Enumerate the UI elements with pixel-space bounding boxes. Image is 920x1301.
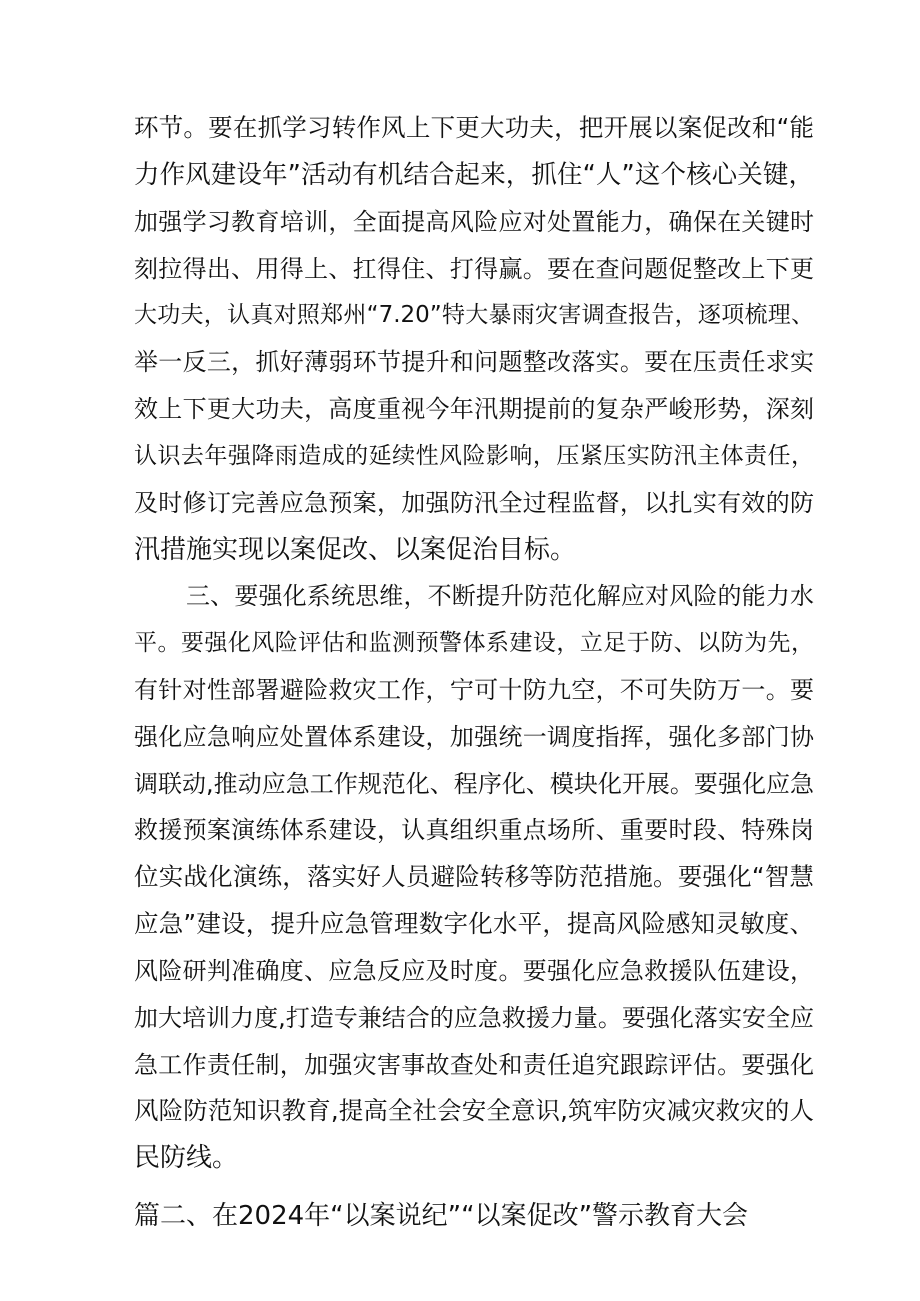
paragraph-2-line-8: 应急”建设，提升应急管理数字化水平，提高风险感知灵敏度、 (134, 909, 814, 938)
paragraph-2-line-13: 民防线。 (134, 1143, 239, 1173)
paragraph-2-line-11: 急工作责任制，加强灾害事故查处和责任追究跟踪评估。要强化 (134, 1051, 814, 1079)
paragraph-1-line-6: 举一反三，抓好薄弱环节提升和问题整改落实。要在压责任求实 (134, 348, 814, 376)
paragraph-2-line-12: 风险防范知识教育,提高全社会安全意识,筑牢防灾减灾救灾的人 (134, 1096, 814, 1125)
paragraph-1-line-8: 认识去年强降雨造成的延续性风险影响，压紧压实防汛主体责任， (134, 443, 814, 469)
paragraph-2-line-4: 强化应急响应处置体系建设，加强统一调度指挥，强化多部门协 (134, 723, 814, 751)
paragraph-1-line-2: 力作风建设年”活动有机结合起来，抓住“人”这个核心关键， (134, 160, 814, 190)
paragraph-1-line-7: 效上下更大功夫，高度重视今年汛期提前的复杂严峻形势，深刻 (134, 395, 814, 423)
paragraph-2-line-9: 风险研判准确度、应急反应及时度。要强化应急救援队伍建设， (134, 957, 814, 985)
paragraph-1-line-4: 刻拉得出、用得上、扛得住、打得赢。要在查问题促整改上下更 (134, 255, 814, 283)
paragraph-1-line-5: 大功夫，认真对照郑州“7.20”特大暴雨灾害调查报告，逐项梳理、 (134, 302, 814, 328)
paragraph-2-line-6: 救援预案演练体系建设，认真组织重点场所、重要时段、特殊岗 (134, 816, 814, 844)
section-heading: 篇二、在2024年“以案说纪”“以案促改”警示教育大会 (134, 1201, 749, 1231)
paragraph-2-line-1: 三、要强化系统思维，不断提升防范化解应对风险的能力水 (186, 582, 814, 610)
paragraph-2-line-2: 平。要强化风险评估和监测预警体系建设，立足于防、以防为先， (134, 630, 814, 656)
paragraph-1-line-3: 加强学习教育培训，全面提高风险应对处置能力，确保在关键时 (134, 208, 814, 236)
paragraph-2-line-10: 加大培训力度,打造专兼结合的应急救援力量。要强化落实安全应 (134, 1004, 814, 1032)
paragraph-1-line-1: 环节。要在抓学习转作风上下更大功夫，把开展以案促改和“能 (134, 113, 814, 142)
paragraph-2-line-7: 位实战化演练，落实好人员避险转移等防范措施。要强化“智慧 (134, 862, 814, 891)
paragraph-1-line-9: 及时修订完善应急预案，加强防汛全过程监督，以扎实有效的防 (134, 489, 814, 517)
paragraph-1-line-10: 汛措施实现以案促改、以案促治目标。 (134, 535, 577, 565)
paragraph-2-line-5: 调联动,推动应急工作规范化、程序化、模块化开展。要强化应急 (134, 770, 814, 798)
paragraph-2-line-3: 有针对性部署避险救灾工作，宁可十防九空，不可失防万一。要 (134, 676, 814, 704)
